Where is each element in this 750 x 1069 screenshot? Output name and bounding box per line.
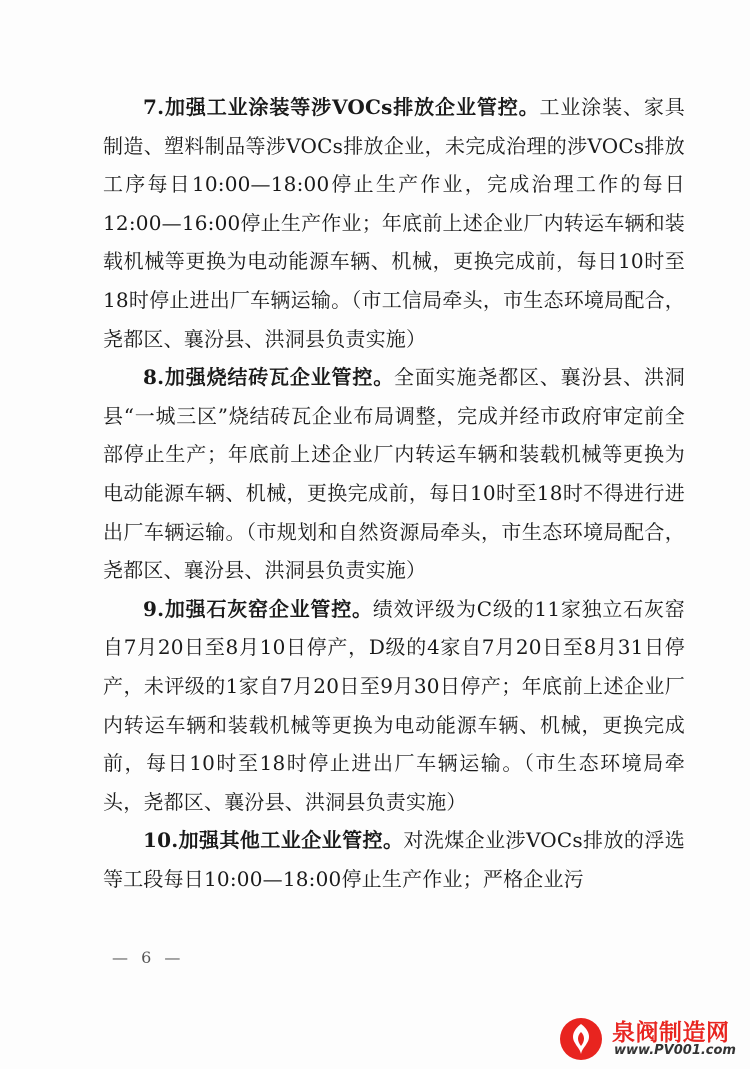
valve-logo-icon <box>558 1016 604 1062</box>
paragraph-10 <box>103 821 685 898</box>
paragraph-8-text: 全面实施尧都区、襄汾县、洪洞县“一城三区”烧结砖瓦企业布局调整，完成并经市政府审定前全部停止生产；年底前上述企业厂内转运车辆和装载机械等更换为电动能源车辆、机械，更换完成前，每日10时至18时不得进行进出厂车辆运输。（市规划和自然资源局牵头，市生态环境局配合，尧都区、襄汾县、洪洞县负责实施） <box>103 365 685 583</box>
paragraph-9-heading: 9.加强石灰窑企业管控。 <box>143 596 373 621</box>
watermark-url: www.PV001.com <box>614 1043 736 1058</box>
watermark-title: 泉阀制造网 <box>612 1020 730 1046</box>
paragraph-8 <box>103 358 685 590</box>
paragraph-8-heading: 8.加强烧结砖瓦企业管控。 <box>143 365 395 390</box>
paragraph-7-text: 工业涂装、家具制造、塑料制品等涉VOCs排放企业，未完成治理的涉VOCs排放工序每日10:00—18:00停止生产作业，完成治理工作的每日12:00—16:00停止生产作业；年底前上述企业厂内转运车辆和装载机械等更换为电动能源车辆、机械，更换完成前，每日10时至18时停止进出厂车辆运输。（市工信局牵头，市生态环境局配合，尧都区、襄汾县、洪洞县负责实施） <box>103 95 685 351</box>
paragraph-9-text: 绩效评级为C级的11家独立石灰窑自7月20日至8月10日停产，D级的4家自7月20日至8月31日停产，未评级的1家自7月20日至9月30日停产；年底前上述企业厂内转运车辆和装载机械等更换为电动能源车辆、机械，更换完成前，每日10时至18时停止进出厂车辆运输。（市生态环境局牵头，尧都区、襄汾县、洪洞县负责实施） <box>103 596 686 814</box>
paragraph-7 <box>103 88 685 358</box>
site-watermark[interactable] <box>558 1014 744 1064</box>
page-number: — 6 — <box>112 948 185 967</box>
paragraph-10-heading: 10.加强其他工业企业管控。 <box>143 828 404 853</box>
document-body <box>103 88 685 898</box>
paragraph-9 <box>103 590 685 822</box>
paragraph-7-heading: 7.加强工业涂装等涉VOCs排放企业管控。 <box>143 95 540 119</box>
paragraph-10-text: 对洗煤企业涉VOCs排放的浮选等工段每日10:00—18:00停止生产作业；严格企业污 <box>103 828 685 891</box>
